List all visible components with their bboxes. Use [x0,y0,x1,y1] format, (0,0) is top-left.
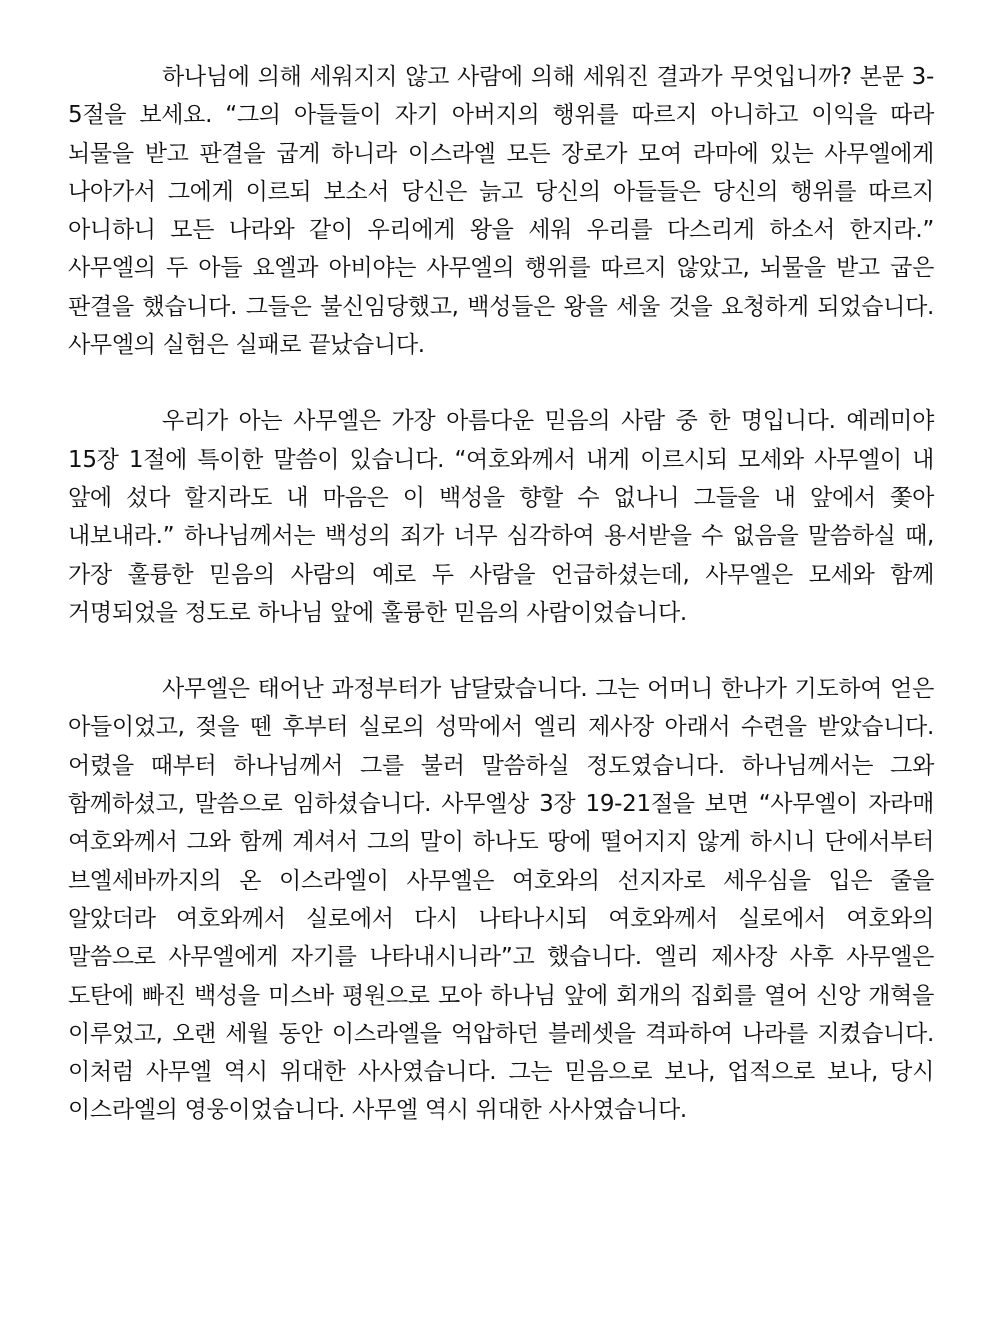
document-body [68,58,934,1130]
paragraph-1: 하나님에 의해 세워지지 않고 사람에 의해 세워진 결과가 무엇입니까? 본문 3-5절을 보세요. “그의 아들들이 자기 아버지의 행위를 따르지 아니하고 이익을 따라 뇌물을 받고 판결을 굽게 하니라 이스라엘 모든 장로가 모여 라마에 있는 사무엘에게 나아가서 그에게 이르되 보소서 당신은 늙고 당신의 아들들은 당신의 행위를 따르지 아니하니 모든 나라와 같이 우리에게 왕을 세워 우리를 다스리게 하소서 한지라.” 사무엘의 두 아들 요엘과 아비야는 사무엘의 행위를 따르지 않았고, 뇌물을 받고 굽은 판결을 했습니다. 그들은 불신임당했고, 백성들은 왕을 세울 것을 요청하게 되었습니다. 사무엘의 실험은 실패로 끝났습니다. [68,64,934,359]
paragraph-3: 사무엘은 태어난 과정부터가 남달랐습니다. 그는 어머니 한나가 기도하여 얻은 아들이었고, 젖을 뗀 후부터 실로의 성막에서 엘리 제사장 아래서 수련을 받았습니다. 어렸을 때부터 하나님께서 그를 불러 말씀하실 정도였습니다. 하나님께서는 그와 함께하셨고, 말씀으로 임하셨습니다. 사무엘상 3장 19-21절을 보면 “사무엘이 자라매 여호와께서 그와 함께 계셔서 그의 말이 하나도 땅에 떨어지지 않게 하시니 단에서부터 브엘세바까지의 온 이스라엘이 사무엘은 여호와의 선지자로 세우심을 입은 줄을 알았더라 여호와께서 실로에서 다시 나타나시되 여호와께서 실로에서 여호와의 말씀으로 사무엘에게 자기를 나타내시니라”고 했습니다. 엘리 제사장 사후 사무엘은 도탄에 빠진 백성을 미스바 평원으로 모아 하나님 앞에 회개의 집회를 열어 신앙 개혁을 이루었고, 오랜 세월 동안 이스라엘을 억압하던 블레셋을 격파하여 나라를 지켰습니다. 이처럼 사무엘 역시 위대한 사사였습니다. 그는 믿음으로 보나, 업적으로 보나, 당시 이스라엘의 영웅이었습니다. 사무엘 역시 위대한 사사였습니다. [68,676,934,1124]
paragraph-2: 우리가 아는 사무엘은 가장 아름다운 믿음의 사람 중 한 명입니다. 예레미야 15장 1절에 특이한 말씀이 있습니다. “여호와께서 내게 이르시되 모세와 사무엘이 내 앞에 섰다 할지라도 내 마음은 이 백성을 향할 수 없나니 그들을 내 앞에서 쫓아 내보내라.” 하나님께서는 백성의 죄가 너무 심각하여 용서받을 수 없음을 말씀하실 때, 가장 훌륭한 믿음의 사람의 예로 두 사람을 언급하셨는데, 사무엘은 모세와 함께 거명되었을 정도로 하나님 앞에 훌륭한 믿음의 사람이었습니다. [68,408,934,626]
